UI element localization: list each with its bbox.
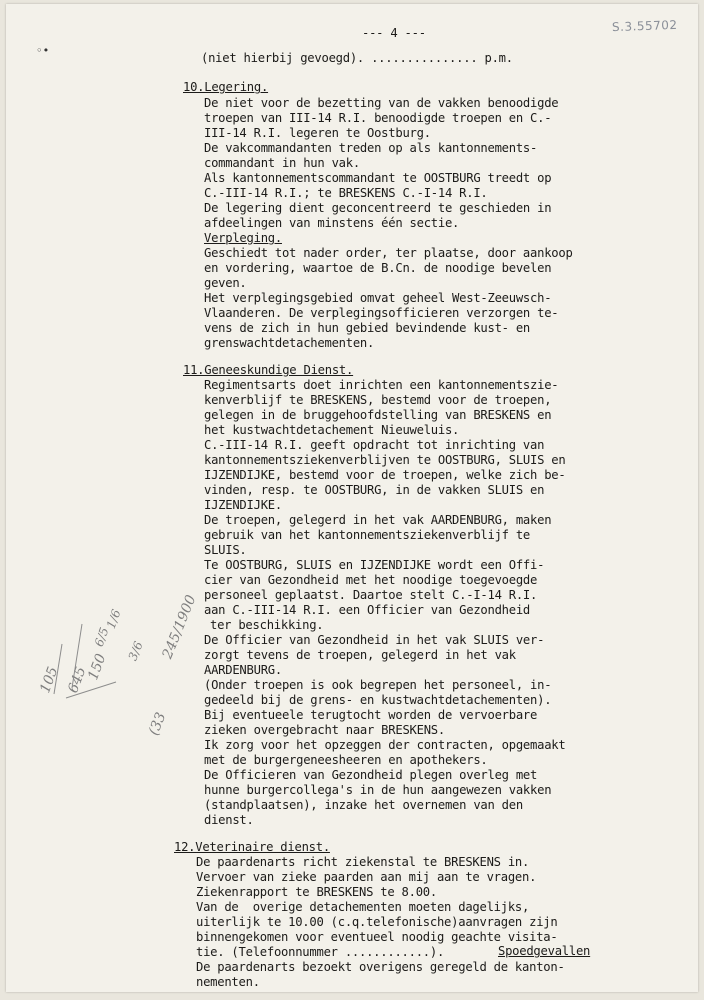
text-line: uiterlijk te 10.00 (c.q.telefonische)aanvragen zijn bbox=[196, 915, 558, 929]
page-number: --- 4 --- bbox=[362, 26, 426, 40]
text-line: gedeeld bij de grens- en kustwachtdetachementen). bbox=[204, 693, 552, 707]
section-heading: 11.Geneeskundige Dienst. bbox=[183, 363, 354, 377]
section-heading: 10.Legering. bbox=[183, 80, 269, 94]
text-line: en vordering, waartoe de B.Cn. de noodige bevelen bbox=[204, 261, 552, 275]
pencil-note: 150 bbox=[85, 651, 110, 683]
text-line: geven. bbox=[204, 276, 247, 290]
document-page bbox=[6, 4, 698, 992]
text-line: aan C.-III-14 R.I. een Officier van Gezondheid bbox=[204, 603, 531, 617]
text-line: De Officieren van Gezondheid plegen overleg met bbox=[204, 768, 538, 782]
text-line: III-14 R.I. legeren te Oostburg. bbox=[204, 126, 431, 140]
text-line: (niet hierbij gevoegd). ............... p.m. bbox=[201, 51, 513, 65]
text-line: Regimentsarts doet inrichten een kantonnementszie- bbox=[204, 378, 559, 392]
text-line: afdeelingen van minstens één sectie. bbox=[204, 216, 460, 230]
text-line: Vlaanderen. De verplegingsofficieren verzorgen te- bbox=[204, 306, 559, 320]
text-line: cier van Gezondheid met het noodige toegevoegde bbox=[204, 573, 538, 587]
text-line: SLUIS. bbox=[204, 543, 247, 557]
text-line: vinden, resp. te OOSTBURG, in de vakken SLUIS en bbox=[204, 483, 545, 497]
text-line: Ik zorg voor het opzeggen der contracten, opgemaakt bbox=[204, 738, 566, 752]
section-heading: 12.Veterinaire dienst. bbox=[174, 840, 330, 854]
pencil-note: 1/6 bbox=[103, 607, 124, 631]
text-line: Ziekenrapport te BRESKENS te 8.00. bbox=[196, 885, 437, 899]
text-line: ter beschikking. bbox=[210, 618, 324, 632]
text-line: hunne burgercollega's in de hun aangewezen vakken bbox=[204, 783, 552, 797]
text-line: troepen van III-14 R.I. benoodigde troepen en C.- bbox=[204, 111, 552, 125]
footer-catchword: Spoedgevallen bbox=[498, 944, 591, 958]
text-line: C.-III-14 R.I.; te BRESKENS C.-I-14 R.I. bbox=[204, 186, 488, 200]
text-line: personeel geplaatst. Daartoe stelt C.-I-14 R.I. bbox=[204, 588, 538, 602]
text-line: gebruik van het kantonnementsziekenverblijf te bbox=[204, 528, 531, 542]
text-line: kenverblijf te BRESKENS, bestemd voor de troepen, bbox=[204, 393, 552, 407]
text-line: commandant in hun vak. bbox=[204, 156, 360, 170]
pencil-note: 645 bbox=[65, 664, 90, 696]
text-line: vens de zich in hun gebied bevindende kust- en bbox=[204, 321, 531, 335]
text-line: Van de overige detachementen moeten dagelijks, bbox=[196, 900, 530, 914]
text-line: het kustwachtdetachement Nieuweluis. bbox=[204, 423, 460, 437]
text-line: grenswachtdetachementen. bbox=[204, 336, 375, 350]
section-heading: Verpleging. bbox=[204, 231, 282, 245]
text-line: De paardenarts richt ziekenstal te BRESKENS in. bbox=[196, 855, 530, 869]
pencil-note: 105 bbox=[37, 664, 62, 696]
text-line: Het verplegingsgebied omvat geheel West-Zeeuwsch- bbox=[204, 291, 552, 305]
text-line: binnengekomen voor eventueel noodig geachte visita- bbox=[196, 930, 558, 944]
text-line: De troepen, gelegerd in het vak AARDENBURG, maken bbox=[204, 513, 552, 527]
text-line: kantonnementsziekenverblijven te OOSTBURG, SLUIS en bbox=[204, 453, 566, 467]
text-line: zorgt tevens de troepen, gelegerd in het vak bbox=[204, 648, 516, 662]
text-line: tie. (Telefoonnummer ............). bbox=[196, 945, 445, 959]
margin-mark: ◦• bbox=[36, 44, 50, 57]
text-line: De legering dient geconcentreerd te geschieden in bbox=[204, 201, 552, 215]
text-line: Als kantonnementscommandant te OOSTBURG treedt op bbox=[204, 171, 552, 185]
text-line: met de burgergeneesheeren en apothekers. bbox=[204, 753, 488, 767]
text-line: C.-III-14 R.I. geeft opdracht tot inrichting van bbox=[204, 438, 545, 452]
text-line: (standplaatsen), inzake het overnemen van den bbox=[204, 798, 523, 812]
text-line: dienst. bbox=[204, 813, 254, 827]
text-line: nementen. bbox=[196, 975, 260, 989]
pencil-note: 3/6 bbox=[125, 639, 146, 663]
text-line: Geschiedt tot nader order, ter plaatse, door aankoop bbox=[204, 246, 573, 260]
text-line: Vervoer van zieke paarden aan mij aan te vragen. bbox=[196, 870, 537, 884]
text-line: gelegen in de bruggehoofdstelling van BRESKENS en bbox=[204, 408, 552, 422]
pencil-note: 6/5 bbox=[91, 625, 112, 649]
text-line: Te OOSTBURG, SLUIS en IJZENDIJKE wordt een Offi- bbox=[204, 558, 545, 572]
text-line: AARDENBURG. bbox=[204, 663, 282, 677]
text-line: (Onder troepen is ook begrepen het personeel, in- bbox=[204, 678, 552, 692]
pencil-strokes bbox=[6, 4, 698, 992]
pencil-note: (33 bbox=[145, 710, 170, 738]
pencil-note: 245/1900 bbox=[159, 592, 200, 662]
text-line: De Officier van Gezondheid in het vak SLUIS ver- bbox=[204, 633, 545, 647]
text-line: Bij eventueele terugtocht worden de vervoerbare bbox=[204, 708, 538, 722]
archive-number: S.3.55702 bbox=[611, 17, 678, 35]
text-line: De niet voor de bezetting van de vakken benoodigde bbox=[204, 96, 559, 110]
text-line: IJZENDIJKE. bbox=[204, 498, 282, 512]
text-line: zieken overgebracht naar BRESKENS. bbox=[204, 723, 445, 737]
text-line: De paardenarts bezoekt overigens geregeld de kanton- bbox=[196, 960, 565, 974]
text-line: De vakcommandanten treden op als kantonnements- bbox=[204, 141, 538, 155]
text-line: IJZENDIJKE, bestemd voor de troepen, welke zich be- bbox=[204, 468, 566, 482]
